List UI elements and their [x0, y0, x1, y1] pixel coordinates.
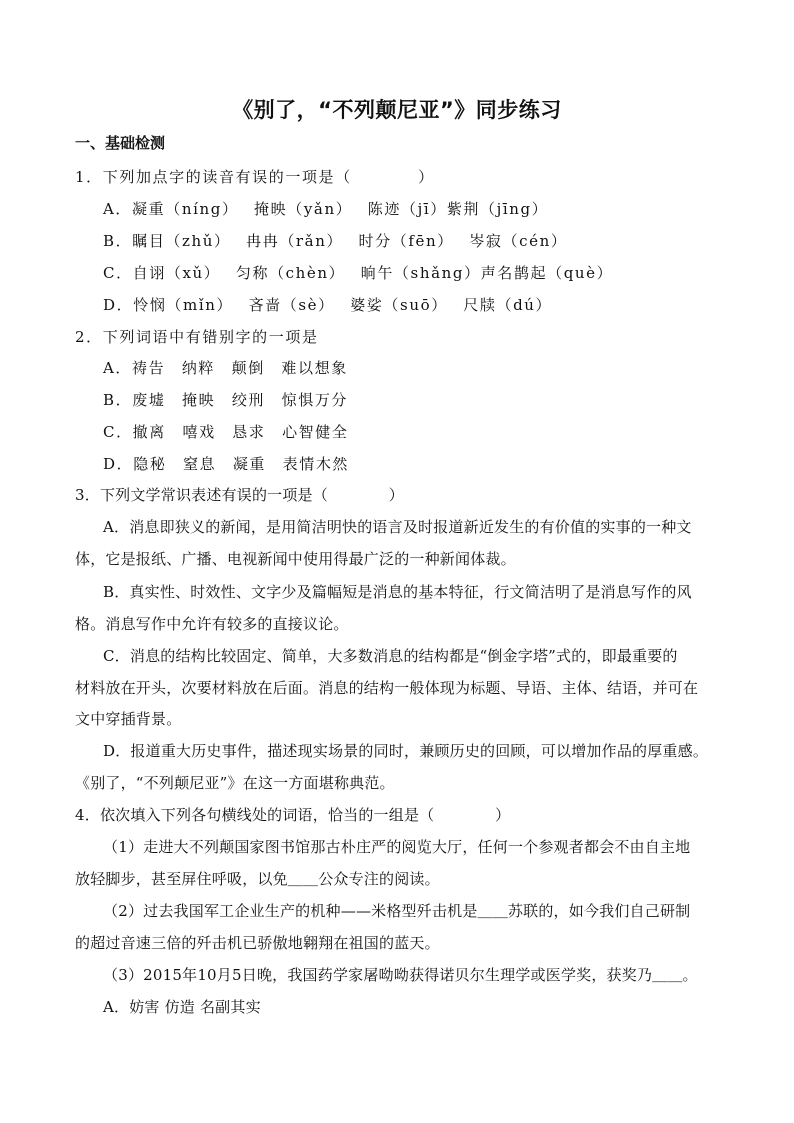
question-4-stem: 4．依次填入下列各句横线处的词语，恰当的一组是（ ） [75, 806, 511, 824]
question-3-option-c-line-3: 文中穿插背景。 [75, 710, 182, 728]
question-1-option-a: A．凝重（níng） 掩映（yǎn） 陈迹（jī）紫荆（jīng） [103, 200, 549, 218]
question-2-option-a: A．祷告 纳粹 颠倒 难以想象 [103, 359, 348, 377]
question-1-stem: 1．下列加点字的读音有误的一项是（ ） [75, 168, 435, 186]
question-3-option-c-line-2: 材料放在开头，次要材料放在后面。消息的结构一般体现为标题、导语、主体、结语，并可在 [75, 679, 699, 697]
question-2-option-d: D．隐秘 窒息 凝重 表情木然 [103, 455, 350, 473]
question-3-option-c-line-1: C．消息的结构比较固定、简单，大多数消息的结构都是“倒金字塔”式的，即最重要的 [103, 647, 678, 665]
question-4-option-a: A．妨害 仿造 名副其实 [103, 998, 261, 1016]
question-4-sentence-3: （3）2015年10月5日晚，我国药学家屠呦呦获得诺贝尔生理学或医学奖，获奖乃＿＿。 [103, 966, 698, 984]
question-4-sentence-2-line-2: 的超过音速三倍的歼击机已骄傲地翱翔在祖国的蓝天。 [75, 934, 440, 952]
question-3-option-a-line-2: 体，它是报纸、广播、电视新闻中使用得最广泛的一种新闻体裁。 [75, 550, 516, 568]
question-2-stem: 2．下列词语中有错别字的一项是 [75, 328, 319, 346]
section-heading: 一、基础检测 [75, 134, 166, 152]
question-4-sentence-2-line-1: （2）过去我国军工企业生产的机种——米格型歼击机是＿＿苏联的，如今我们自己研制 [103, 902, 691, 920]
question-2-option-b: B．废墟 掩映 绞刑 惊惧万分 [103, 391, 349, 409]
question-2-option-c: C．撤离 嘻戏 恳求 心智健全 [103, 423, 349, 441]
question-3-option-b-line-2: 格。消息写作中允许有较多的直接议论。 [75, 615, 349, 633]
question-3-stem: 3．下列文学常识表述有误的一项是（ ） [75, 486, 404, 504]
question-1-option-b: B．瞩目（zhǔ） 冉冉（rǎn） 时分（fēn） 岑寂（cén） [103, 232, 568, 250]
question-3-option-b-line-1: B．真实性、时效性、文字少及篇幅短是消息的基本特征，行文简洁明了是消息写作的风 [103, 583, 692, 601]
question-1-option-d: D．怜悯（mǐn） 吝啬（sè） 婆娑（suō） 尺牍（dú） [103, 296, 553, 314]
question-3-option-a-line-1: A．消息即狭义的新闻，是用简洁明快的语言及时报道新近发生的有价值的实事的一种文 [103, 518, 692, 536]
page-title: 《别了，“不列颠尼亚”》同步练习 [232, 98, 562, 122]
question-3-option-d-line-2: 《别了，“不列颠尼亚”》在这一方面堪称典范。 [75, 774, 395, 792]
question-1-option-c: C．自诩（xǔ） 匀称（chèn） 晌午（shǎng）声名鹊起（què） [103, 264, 614, 282]
question-3-option-d-line-1: D．报道重大历史事件，描述现实场景的同时，兼顾历史的回顾，可以增加作品的厚重感。 [103, 742, 709, 760]
question-4-sentence-1-line-1: （1）走进大不列颠国家图书馆那古朴庄严的阅览大厅，任何一个参观者都会不由自主地 [103, 838, 691, 856]
question-4-sentence-1-line-2: 放轻脚步，甚至屏住呼吸，以免＿＿公众专注的阅读。 [75, 870, 440, 888]
